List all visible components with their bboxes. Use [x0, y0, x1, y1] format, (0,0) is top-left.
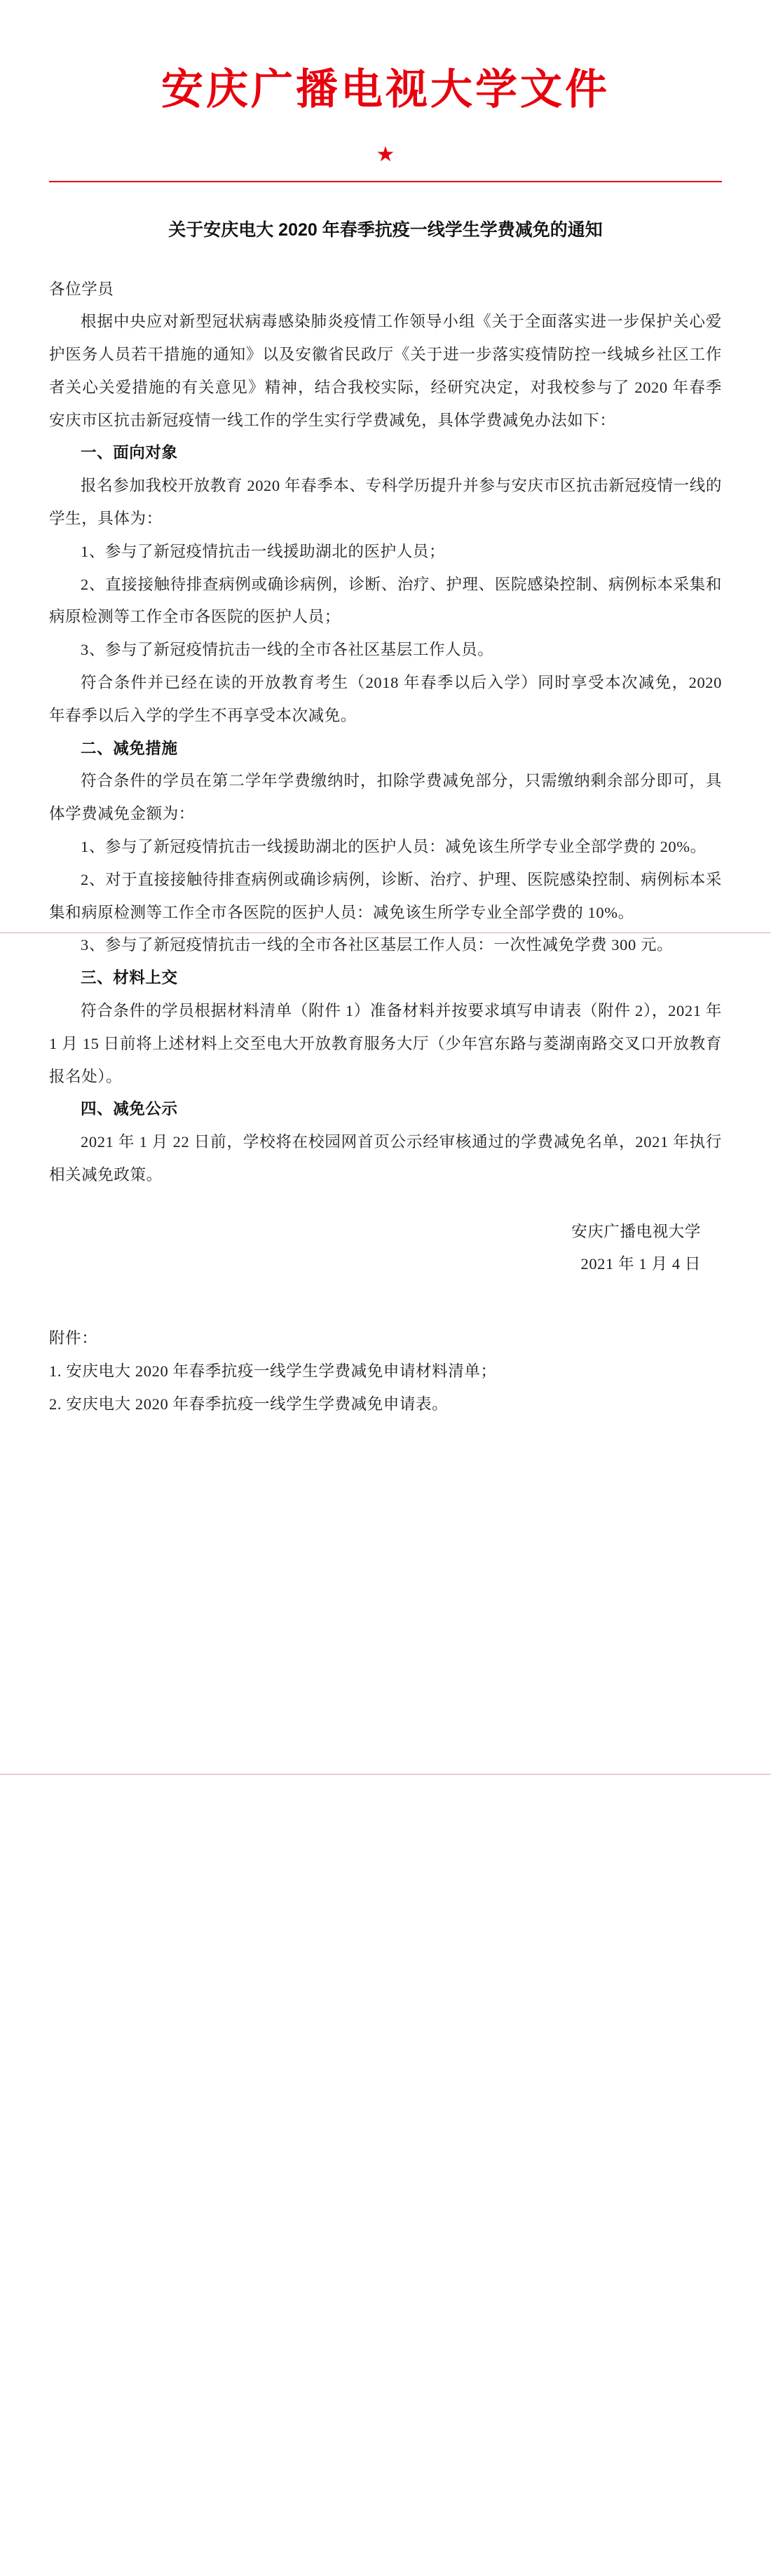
section-2-paragraph-3: 2、对于直接接触待排查病例或确诊病例，诊断、治疗、护理、医院感染控制、病例标本采集和病原检测等工作全市各医院的医护人员：减免该生所学专业全部学费的 10%。	[49, 870, 722, 921]
page-break-2	[0, 1774, 771, 1775]
document-body	[49, 0, 722, 1631]
bottom-spacer	[49, 1421, 722, 1631]
section-1-paragraph-1: 报名参加我校开放教育 2020 年春季本、专科学历提升并参与安庆市区抗击新冠疫情一线的学生，具体为：	[49, 477, 722, 528]
section-2-paragraph-4: 3、参与了新冠疫情抗击一线的全市各社区基层工作人员：一次性减免学费 300 元。	[81, 936, 674, 954]
attachment-item-1: 1. 安庆电大 2020 年春季抗疫一线学生学费减免申请材料清单；	[49, 1362, 497, 1380]
section-heading-4: 四、减免公示	[81, 1100, 178, 1118]
signature-organization: 安庆广播电视大学	[571, 1222, 701, 1240]
section-2-paragraph-2: 1、参与了新冠疫情抗击一线援助湖北的医护人员：减免该生所学专业全部学费的 20%。	[81, 838, 707, 856]
salutation: 各位学员	[49, 280, 114, 298]
section-4-paragraph-1: 2021 年 1 月 22 日前，学校将在校园网首页公示经审核通过的学费减免名单，2021 年执行相关减免政策。	[49, 1133, 722, 1184]
attachments-block	[49, 1322, 722, 1421]
star-icon: ★	[376, 143, 395, 166]
section-1-paragraph-3: 2、直接接触待排查病例或确诊病例，诊断、治疗、护理、医院感染控制、病例标本采集和病原检测等工作全市各医院的医护人员；	[49, 575, 722, 626]
section-1-paragraph-5: 符合条件并已经在读的开放教育考生（2018 年春季以后入学）同时享受本次减免，2020 年春季以后入学的学生不再享受本次减免。	[49, 674, 722, 724]
signature-block	[49, 1216, 722, 1280]
masthead	[49, 0, 722, 113]
attachments-label: 附件：	[49, 1329, 98, 1348]
page-break-rule	[0, 1774, 771, 1775]
section-heading-2: 二、减免措施	[81, 739, 178, 757]
section-heading-3: 三、材料上交	[81, 969, 178, 987]
masthead-red-rule	[49, 181, 722, 182]
masthead-title: 安庆广播电视大学文件	[161, 66, 610, 113]
document-content	[49, 273, 722, 1192]
page-title: 关于安庆电大 2020 年春季抗疫一线学生学费减免的通知	[168, 220, 603, 240]
masthead-star-row	[49, 144, 722, 165]
intro-paragraph: 根据中央应对新型冠状病毒感染肺炎疫情工作领导小组《关于全面落实进一步保护关心爱护医务人员若干措施的通知》以及安徽省民政厅《关于进一步落实疫情防控一线城乡社区工作者关心关爱措施的有关意见》精神，结合我校实际，经研究决定，对我校参与了 2020 年春季安庆市区抗击新冠疫情一线工作的学生实行学费减免，具体学费减免办法如下：	[49, 313, 722, 429]
section-1-paragraph-2: 1、参与了新冠疫情抗击一线援助湖北的医护人员；	[81, 542, 446, 560]
section-2-paragraph-1: 符合条件的学员在第二学年学费缴纳时，扣除学费减免部分，只需缴纳剩余部分即可，具体学费减免金额为：	[49, 772, 722, 823]
section-1-paragraph-4: 3、参与了新冠疫情抗击一线的全市各社区基层工作人员。	[81, 641, 494, 659]
attachment-item-2: 2. 安庆电大 2020 年春季抗疫一线学生学费减免申请表。	[49, 1395, 449, 1413]
signature-date: 2021 年 1 月 4 日	[580, 1254, 701, 1273]
section-heading-1: 一、面向对象	[81, 444, 178, 462]
section-3-paragraph-1: 符合条件的学员根据材料清单（附件 1）准备材料并按要求填写申请表（附件 2），2021 年 1 月 15 日前将上述材料上交至电大开放教育服务大厅（少年宫东路与菱湖南路交叉口开放教育报名处）。	[49, 1002, 722, 1085]
